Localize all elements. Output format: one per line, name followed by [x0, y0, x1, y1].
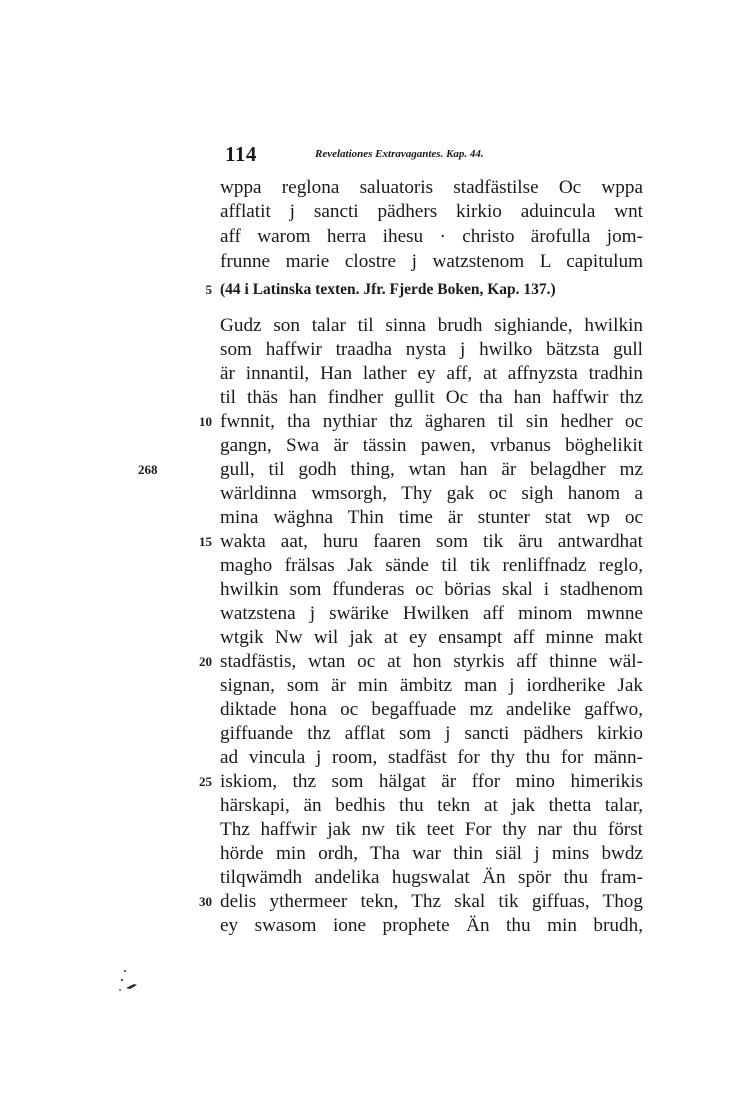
- line-number: 15: [199, 534, 212, 549]
- body-line: hörde min ordh, Tha war thin siäl j mins bwdz: [220, 843, 643, 864]
- body-line: giffuande thz afflat som j sancti pädhers kirkio: [220, 723, 643, 744]
- body-line: watzstena j swärike Hwilken aff minom mwnne: [220, 603, 643, 624]
- body-line: wtgik Nw wil jak at ey ensampt aff minne makt: [220, 627, 643, 648]
- body-line: iskiom, thz som hälgat är ffor mino himerikis: [220, 771, 643, 792]
- body-line: stadfästis, wtan oc at hon styrkis aff thinne wäl-: [220, 651, 643, 672]
- body-line: til thäs han findher gullit Oc tha han haffwir thz: [220, 387, 643, 408]
- body-line: diktade hona oc begaffuade mz andelike gaffwo,: [220, 699, 643, 720]
- line-number: 10: [199, 414, 212, 429]
- ink-specks: [116, 968, 146, 998]
- body-line: magho frälsas Jak sände til tik renliffnadz reglo,: [220, 555, 643, 576]
- intro-line: frunne marie clostre j watzstenom L capitulum: [220, 251, 643, 272]
- body-line: är innantil, Han lather ey aff, at affnyzsta tradhin: [220, 363, 643, 384]
- line-number: 30: [199, 894, 212, 909]
- body-line: härskapi, än bedhis thu tekn at jak thetta talar,: [220, 795, 643, 816]
- line-number: 25: [199, 774, 212, 789]
- body-line: mina wäghna Thin time är stunter stat wp oc: [220, 507, 643, 528]
- body-line: gull, til godh thing, wtan han är belagdher mz: [220, 459, 643, 480]
- body-line: som haffwir traadha nysta j hwilko bätzsta gull: [220, 339, 643, 360]
- running-title: Revelationes Extravagantes. Kap. 44.: [315, 148, 484, 160]
- line-number: 5: [205, 282, 212, 297]
- body-line: hwilkin som ffunderas oc börias skal i stadhenom: [220, 579, 643, 600]
- page-header: [225, 142, 484, 168]
- intro-line: aff warom herra ihesu · christo ärofulla jom-: [220, 226, 643, 247]
- body-line: wärldinna wmsorgh, Thy gak oc sigh hanom a: [220, 483, 643, 504]
- body-line: wakta aat, huru faaren som tik äru antwardhat: [220, 531, 643, 552]
- body-line: gangn, Swa är tässin pawen, vrbanus böghelikit: [220, 435, 643, 456]
- chapter-note: (44 i Latinska texten. Jfr. Fjerde Boken, Kap. 137.): [220, 281, 556, 298]
- margin-page-number: 268: [138, 462, 158, 477]
- body-line: tilqwämdh andelika hugswalat Än spör thu fram-: [220, 867, 643, 888]
- body-line: Thz haffwir jak nw tik teet For thy nar thu först: [220, 819, 643, 840]
- body-line: delis ythermeer tekn, Thz skal tik giffuas, Thog: [220, 891, 643, 912]
- line-number: 20: [199, 654, 212, 669]
- intro-line: wppa reglona saluatoris stadfästilse Oc wppa: [220, 177, 643, 198]
- body-line: ey swasom ione prophete Än thu min brudh,: [220, 915, 643, 936]
- body-line: Gudz son talar til sinna brudh sighiande, hwilkin: [220, 315, 643, 336]
- body-line: ad vincula j room, stadfäst for thy thu for männ-: [220, 747, 643, 768]
- intro-line: afflatit j sancti pädhers kirkio aduincula wnt: [220, 201, 643, 222]
- body-line: signan, som är min ämbitz man j iordherike Jak: [220, 675, 643, 696]
- body-line: fwnnit, tha nythiar thz ägharen til sin hedher oc: [220, 411, 643, 432]
- page-number: 114: [225, 142, 257, 166]
